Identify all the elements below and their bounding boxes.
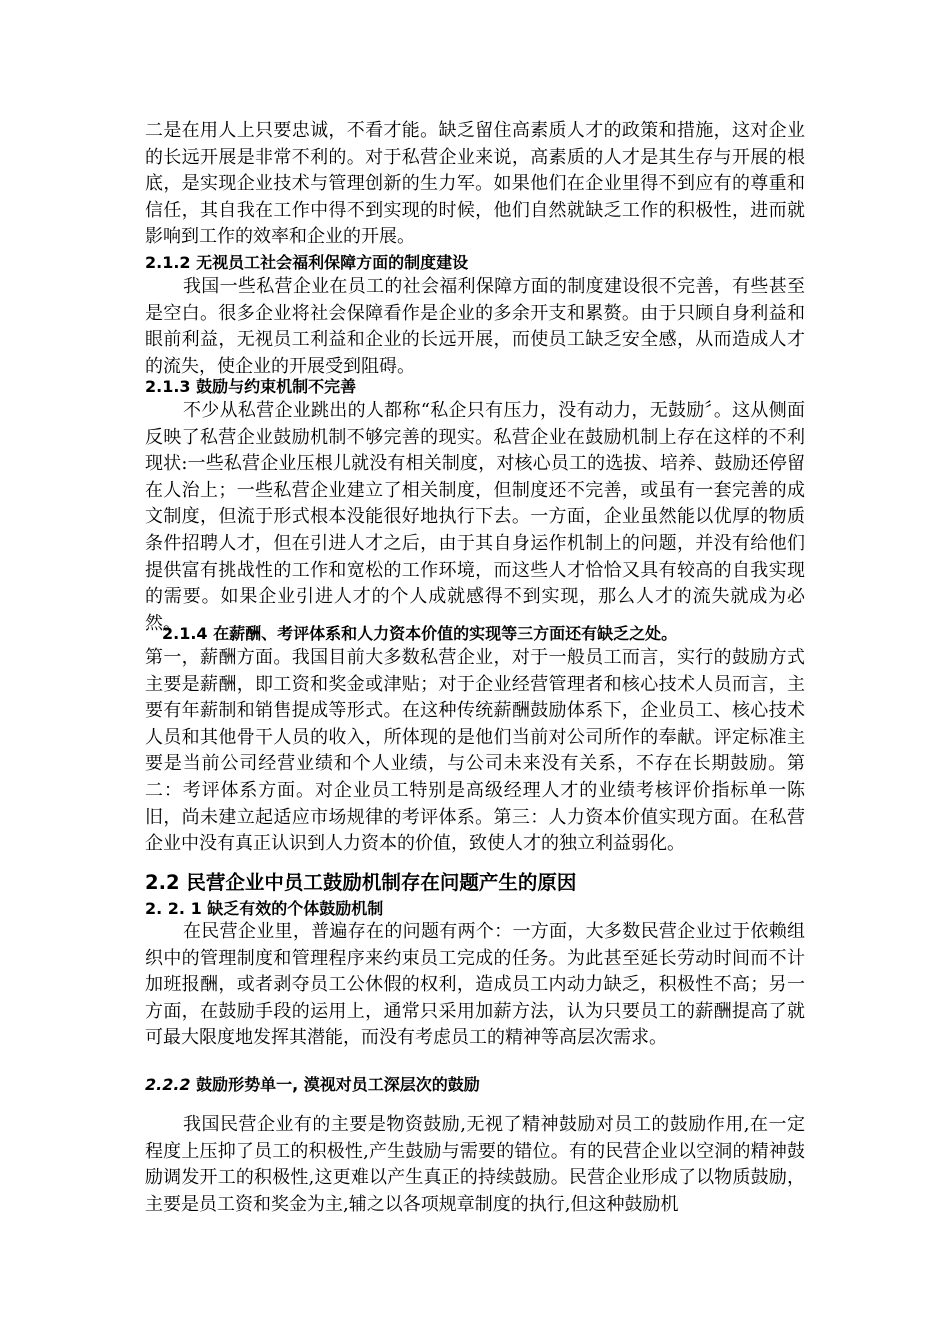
paragraph-2-2-1: 在民营企业里，普遍存在的问题有两个：一方面，大多数民营企业过于依赖组织中的管理制度和管理程序来约束员工完成的任务。为此甚至延长劳动时间而不计加班报酬，或者剥夺员工公休假的权利，造成员工内动力缺乏，积极性不高；另一方面，在鼓励手段的运用上，通常只采用加薪方法，认为只要员工的薪酬提高了就可最大限度地发挥其潜能，而没有考虑员工的精神等高层次需求。 <box>145 921 805 1049</box>
paragraph-2-1-2: 我国一些私营企业在员工的社会福利保障方面的制度建设很不完善，有些甚至是空白。很多企业将社会保障看作是企业的多余开支和累赘。由于只顾自身利益和眼前利益，无视员工利益和企业的长远开展，而使员工缺乏安全感，从而造成人才的流失，使企业的开展受到阻碍。 <box>145 276 805 377</box>
paragraph-intro: 二是在用人上只要忠诚，不看才能。缺乏留住高素质人才的政策和措施，这对企业的长远开展是非常不利的。对于私营企业来说，高素质的人才是其生存与开展的根底，是实现企业技术与管理创新的生力军。如果他们在企业里得不到应有的尊重和信任，其自我在工作中得不到实现的时候，他们自然就缺乏工作的积极性，进而就影响到工作的效率和企业的开展。 <box>145 120 805 248</box>
heading-2-1-2: 2.1.2 无视员工社会福利保障方面的制度建设 <box>145 253 469 272</box>
heading-2-2: 2.2 民营企业中员工鼓励机制存在问题产生的原因 <box>145 871 577 894</box>
heading-2-1-4: 2.1.4 在薪酬、考评体系和人力资本价值的实现等三方面还有缺乏之处。 <box>162 624 678 643</box>
heading-2-2-2 <box>145 1074 805 1096</box>
heading-2-2-2-number: 2.2.2 <box>145 1075 191 1094</box>
heading-2-2-2-text: 鼓励形势单一, 漠视对员工深层次的鼓励 <box>196 1075 480 1094</box>
heading-2-2-1: 2. 2. 1 缺乏有效的个体鼓励机制 <box>145 899 384 918</box>
paragraph-2-1-4: 第一，薪酬方面。我国目前大多数私营企业，对于一般员工而言，实行的鼓励方式主要是薪酬，即工资和奖金或津贴；对于企业经营管理者和核心技术人员而言，主要有年薪制和销售提成等形式。在这种传统薪酬鼓励体系下，企业员工、核心技术人员和其他骨干人员的收入，所体现的是他们当前对公司所作的奉献。评定标准主要是当前公司经营业绩和个人业绩，与公司未来没有关系，不存在长期鼓励。第二：考评体系方面。对企业员工特别是高级经理人才的业绩考核评价指标单一陈旧，尚未建立起适应市场规律的考评体系。第三：人力资本价值实现方面。在私营企业中没有真正认识到人力资本的价值，致使人才的独立利益弱化。 <box>145 647 805 855</box>
paragraph-2-1-3: 不少从私营企业跳出的人都称“私企只有压力，没有动力，无鼓励〞。这从侧面反映了私营企业鼓励机制不够完善的现实。私营企业在鼓励机制上存在这样的不利现状:一些私营企业压根儿就没有相关制度，对核心员工的选拔、培养、鼓励还停留在人治上；一些私营企业建立了相关制度，但制度还不完善，或虽有一套完善的成文制度，但流于形式根本没能很好地执行下去。一方面，企业虽然能以优厚的物质条件招聘人才，但在引进人才之后，由于其自身运作机制上的问题，并没有给他们提供富有挑战性的工作和宽松的工作环境，而这些人才恰恰又具有较高的自我实现的需要。如果企业引进人才的个人成就感得不到实现，那么人才的流失就成为必然。 <box>145 400 805 634</box>
paragraph-2-2-2: 我国民营企业有的主要是物资鼓励,无视了精神鼓励对员工的鼓励作用,在一定程度上压抑了员工的积极性,产生鼓励与需要的错位。有的民营企业以空洞的精神鼓励调发开工的积极性,这更难以产生真正的持续鼓励。民营企业形成了以物质鼓励，主要是员工资和奖金为主,辅之以各项规章制度的执行,但这种鼓励机 <box>145 1114 805 1215</box>
heading-2-1-3: 2.1.3 鼓励与约束机制不完善 <box>145 377 357 396</box>
